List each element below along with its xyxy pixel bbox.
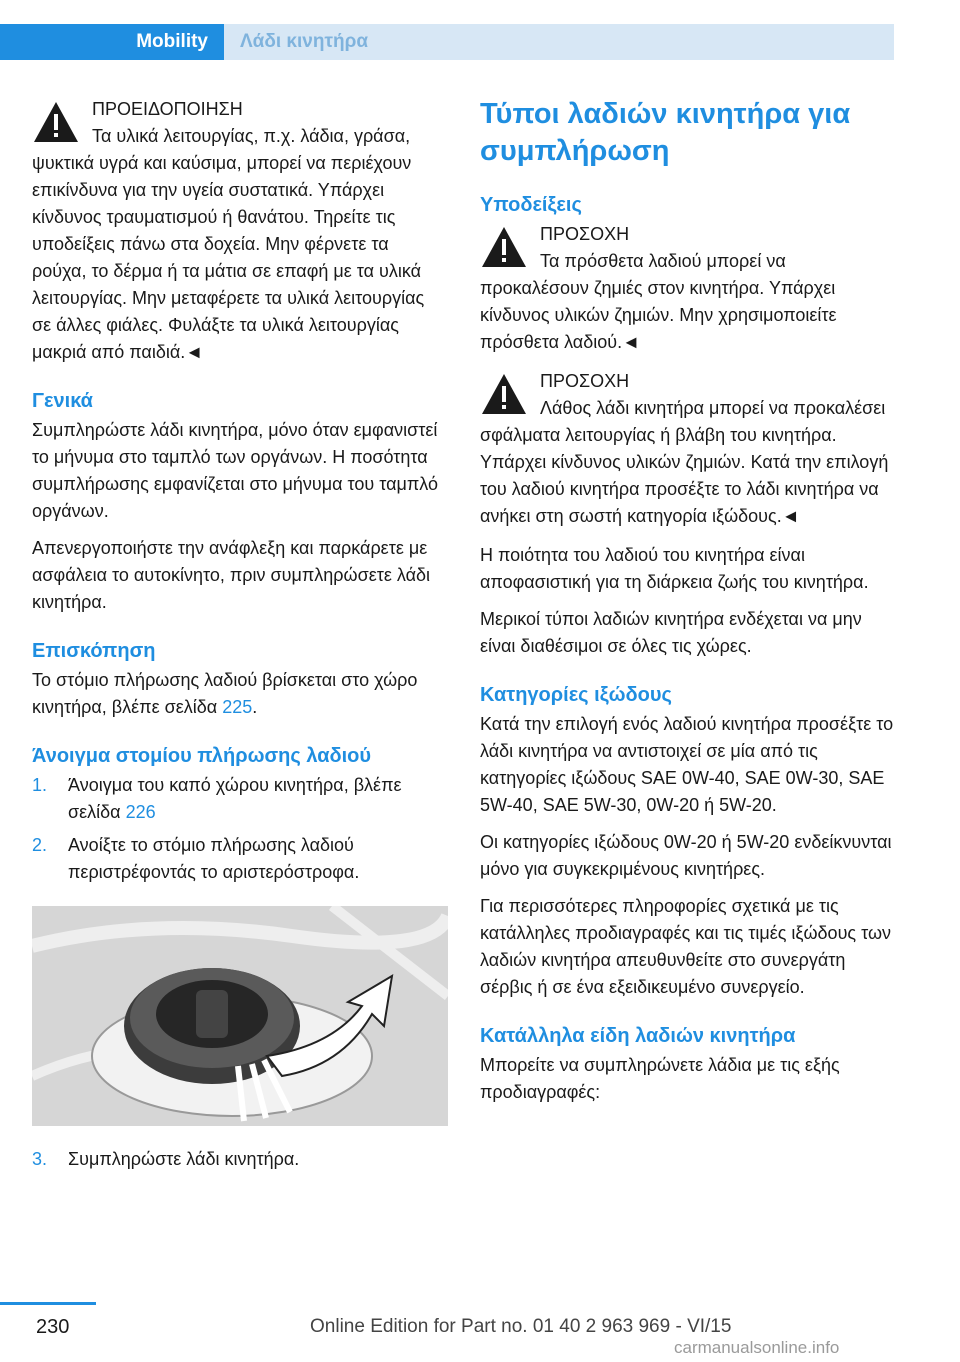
step-number: 3. bbox=[32, 1149, 48, 1169]
section-tab: Λάδι κινητήρα bbox=[224, 24, 894, 60]
page-link-225[interactable]: 225 bbox=[222, 697, 253, 717]
step-number: 2. bbox=[32, 835, 48, 855]
step-item bbox=[32, 772, 447, 826]
caution-text: Λάθος λάδι κινητήρα μπορεί να προκαλέσει σφάλματα λειτουργίας ή βλάβη του κινητήρα. Υπάρχει κίνδυνος υλικών ζημιών. Κατά την επιλογή του λαδιού κινητήρα προσέξτε το λάδι κινητήρα να ανήκει στη σωστή κατηγορία ιξώδους.◄ bbox=[480, 398, 889, 526]
viscosity-paragraph-1: Κατά την επιλογή ενός λαδιού κινητήρα προσέξτε το λάδι κινητήρα να αντιστοιχεί σε μία από τις κατηγορίες ιξώδους SAE 0W-40, SAE 0W-30, SAE 5W-40, SAE 5W-30, 0W-20 ή 5W-20. bbox=[480, 714, 894, 815]
steps-list-continued bbox=[32, 1146, 447, 1173]
chapter-tab: Mobility bbox=[0, 24, 224, 60]
caution-triangle-icon bbox=[480, 225, 528, 269]
opening-heading: Άνοιγμα στομίου πλήρωσης λαδιού bbox=[32, 745, 372, 767]
page-header bbox=[0, 0, 960, 62]
left-column bbox=[32, 96, 447, 1179]
oil-types-heading: Κατάλληλα είδη λαδιών κινητήρα bbox=[480, 1025, 796, 1047]
caution-block-2 bbox=[480, 368, 895, 530]
warning-block bbox=[32, 96, 447, 366]
section-title: Τύποι λαδιών κινητήρα για συμπλήρωση bbox=[480, 98, 851, 167]
availability-paragraph: Μερικοί τύποι λαδιών κινητήρα ενδέχεται να μην είναι διαθέσιμοι σε όλες τις χώρες. bbox=[480, 609, 862, 656]
notes-heading: Υποδείξεις bbox=[480, 194, 582, 216]
oil-cap-illustration bbox=[32, 906, 448, 1126]
overview-paragraph bbox=[32, 667, 447, 721]
caution-text: Τα πρόσθετα λαδιού μπορεί να προκαλέσουν ζημιές στον κινητήρα. Υπάρχει κίνδυνος υλικών ζημιών. Μην χρησιμοποιείτε πρόσθετα λαδιού.◄ bbox=[480, 251, 837, 352]
step-text: Άνοιγμα του καπό χώρου κινητήρα, βλέπε σελίδα 226 bbox=[68, 775, 402, 822]
overview-heading: Επισκόπηση bbox=[32, 640, 156, 662]
step-number: 1. bbox=[32, 775, 48, 795]
step-item bbox=[32, 1146, 447, 1173]
caution-triangle-icon bbox=[480, 372, 528, 416]
warning-title: ΠΡΟΕΙΔΟΠΟΙΗΣΗ bbox=[92, 99, 243, 119]
right-column bbox=[480, 96, 895, 1116]
page-number: 230 bbox=[36, 1316, 70, 1338]
viscosity-heading: Κατηγορίες ιξώδους bbox=[480, 684, 672, 706]
overview-text: Το στόμιο πλήρωσης λαδιού βρίσκεται στο χώρο κινητήρα, βλέπε σελίδα bbox=[32, 670, 418, 717]
caution-title: ΠΡΟΣΟΧΗ bbox=[540, 224, 630, 244]
step-text: Ανοίξτε το στόμιο πλήρωσης λαδιού περιστρέφοντάς το αριστερόστροφα. bbox=[68, 835, 360, 882]
steps-list bbox=[32, 772, 447, 886]
page-link-226[interactable]: 226 bbox=[125, 802, 156, 822]
step-text: Συμπληρώστε λάδι κινητήρα. bbox=[68, 1149, 300, 1169]
watermark: carmanualsonline.info bbox=[674, 1338, 840, 1357]
warning-text: Τα υλικά λειτουργίας, π.χ. λάδια, γράσα, ψυκτικά υγρά και καύσιμα, μπορεί να περιέχουν επικίνδυνα για την υγεία συστατικά. Υπάρχει κίνδυνος τραυματισμού ή θανάτου. Τηρείτε τις υποδείξεις πάνω στα δοχεία. Μην φέρνετε τα ρούχα, το δέρμα ή τα μάτια σε επαφή με τα υλικά λειτουργίας. Μην μεταφέρετε τα υλικά λειτουργίας σε άλλες φιάλες. Φυλάξτε τα υλικά λειτουργίας μακριά από παιδιά.◄ bbox=[32, 126, 425, 362]
caution-block-1 bbox=[480, 221, 895, 356]
warning-triangle-icon bbox=[32, 100, 80, 144]
step-item bbox=[32, 832, 447, 886]
viscosity-paragraph-3: Για περισσότερες πληροφορίες σχετικά με τις κατάλληλες προδιαγραφές και τις τιμές ιξώδους των λαδιών κινητήρα απευθυνθείτε στο συνεργάτη σέρβις ή σε ένα εξειδικευμένο συνεργείο. bbox=[480, 896, 891, 997]
oil-types-paragraph: Μπορείτε να συμπληρώνετε λάδια με τις εξής προδιαγραφές: bbox=[480, 1055, 840, 1102]
edition-text: Online Edition for Part no. 01 40 2 963 969 - VI/15 bbox=[310, 1316, 732, 1337]
footer-rule bbox=[0, 1302, 96, 1305]
general-heading: Γενικά bbox=[32, 390, 93, 412]
caution-title: ΠΡΟΣΟΧΗ bbox=[540, 371, 630, 391]
general-paragraph-2: Απενεργοποιήστε την ανάφλεξη και παρκάρετε με ασφάλεια το αυτοκίνητο, πριν συμπληρώσετε λάδι κινητήρα. bbox=[32, 538, 431, 612]
overview-suffix: . bbox=[252, 697, 258, 717]
quality-paragraph: Η ποιότητα του λαδιού του κινητήρα είναι αποφασιστική για τη διάρκεια ζωής του κινητήρα. bbox=[480, 545, 869, 592]
viscosity-paragraph-2: Οι κατηγορίες ιξώδους 0W-20 ή 5W-20 ενδείκνυνται μόνο για συγκεκριμένους κινητήρες. bbox=[480, 832, 892, 879]
general-paragraph-1: Συμπληρώστε λάδι κινητήρα, μόνο όταν εμφανιστεί το μήνυμα στο ταμπλό των οργάνων. Η ποσότητα συμπλήρωσης εμφανίζεται στο μήνυμα του ταμπλό οργάνων. bbox=[32, 420, 439, 521]
